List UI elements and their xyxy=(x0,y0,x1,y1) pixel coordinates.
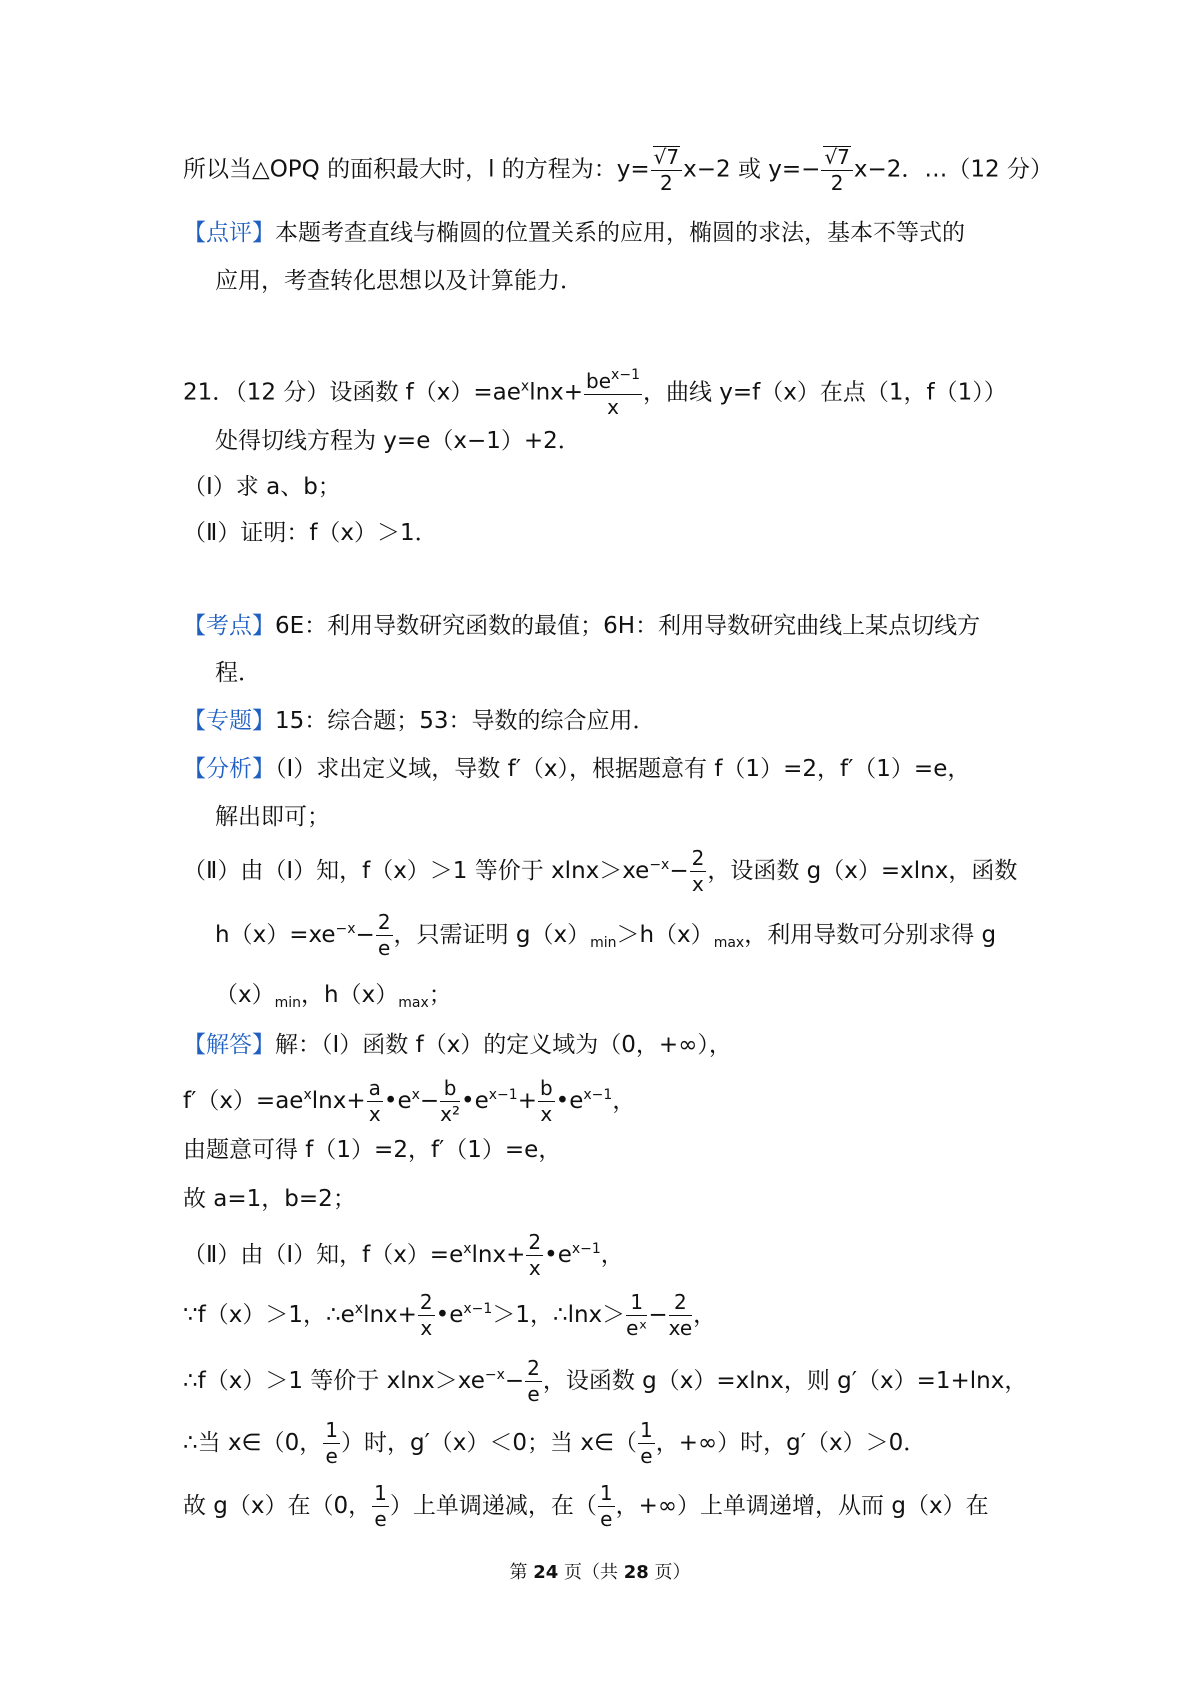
text: ； xyxy=(428,982,452,1008)
kaodian-text: 6E：利用导数研究函数的最值；6H：利用导数研究曲线上某点切线方 xyxy=(275,613,981,639)
text: 21．（12 分）设函数 f（x）=ae xyxy=(183,379,521,406)
text: ， xyxy=(612,1088,636,1114)
denominator: x xyxy=(540,1102,553,1126)
denominator: 2 xyxy=(830,171,844,195)
fenxi-h-line xyxy=(215,912,996,959)
question-part-2: （Ⅱ）证明：f（x）＞1． xyxy=(183,520,438,546)
jieda-section xyxy=(183,1034,732,1057)
numerator: √7 xyxy=(824,145,850,169)
text: •e xyxy=(461,1088,489,1114)
text: ＞h（x） xyxy=(616,922,714,948)
text: ＞1，∴lnx＞ xyxy=(492,1302,626,1328)
superscript: x xyxy=(303,1087,312,1103)
numerator: 2 xyxy=(691,846,705,870)
jieda-tag: 【解答】 xyxy=(183,1032,275,1058)
inequality-line xyxy=(183,1292,716,1339)
numerator: b xyxy=(440,1078,460,1102)
review-section xyxy=(183,222,965,245)
text: h（x）=xe xyxy=(215,922,336,948)
fraction xyxy=(821,146,852,194)
text: f′（x）=ae xyxy=(183,1088,304,1114)
derivative-line xyxy=(183,1078,635,1125)
numerator: √7 xyxy=(653,145,680,169)
denominator: x xyxy=(420,1316,433,1340)
fraction xyxy=(418,1292,435,1339)
subscript: max xyxy=(398,995,429,1011)
fraction xyxy=(525,1358,542,1405)
footer-text: 第 xyxy=(509,1562,534,1583)
text: − xyxy=(355,922,375,948)
text: •e xyxy=(544,1242,572,1268)
denominator: x xyxy=(607,395,619,419)
subscript: min xyxy=(590,935,617,951)
text: ，+∞）上单调递增，从而 g（x）在 xyxy=(615,1493,989,1519)
superscript: x xyxy=(411,1087,420,1103)
text: ）上单调递减，在（ xyxy=(389,1493,597,1519)
denominator: e xyxy=(374,1507,387,1531)
fraction xyxy=(669,1292,693,1339)
numerator: 1 xyxy=(626,1292,647,1316)
text: •e xyxy=(435,1302,464,1328)
superscript: x−1 xyxy=(583,1087,613,1103)
text: ，设函数 g（x）=xlnx，则 g′（x）=1+lnx， xyxy=(542,1368,1028,1394)
fraction xyxy=(638,1420,655,1467)
monotonicity-line xyxy=(183,1483,989,1530)
text: lnx+ xyxy=(529,379,584,406)
superscript: x xyxy=(520,378,530,395)
superscript: x xyxy=(463,1241,472,1257)
numerator: 2 xyxy=(377,910,391,934)
superscript: x−1 xyxy=(571,1241,601,1257)
numerator: 2 xyxy=(669,1292,693,1316)
denominator: e xyxy=(600,1507,613,1531)
numerator: 1 xyxy=(599,1481,613,1505)
fraction xyxy=(626,1292,647,1339)
numerator: 2 xyxy=(419,1290,433,1314)
fenxi-minmax-line xyxy=(215,984,452,1010)
fenxi-text: （Ⅰ）求出定义域，导数 f′（x），根据题意有 f（1）=2，f′（1）=e， xyxy=(275,756,971,782)
text: ， xyxy=(693,1302,717,1328)
fraction xyxy=(372,1483,389,1530)
superscript: x xyxy=(354,1301,364,1317)
numerator: a xyxy=(368,1076,381,1100)
text: ， xyxy=(600,1242,624,1268)
sign-analysis-line xyxy=(183,1420,926,1467)
page-footer xyxy=(0,1558,1200,1584)
numerator: 2 xyxy=(528,1230,542,1254)
fenxi-section xyxy=(183,758,970,781)
text: lnx+ xyxy=(471,1242,526,1268)
subscript: min xyxy=(274,995,302,1011)
part2-function-line xyxy=(183,1232,624,1279)
text: （Ⅱ）由（Ⅰ）知，f（x）=e xyxy=(183,1242,464,1268)
numerator: 1 xyxy=(325,1418,338,1442)
numerator: 2 xyxy=(527,1356,540,1380)
solution-conclusion-line xyxy=(183,146,1053,194)
text: ，设函数 g（x）=xlnx，函数 xyxy=(707,858,1018,884)
result-line: 故 a=1，b=2； xyxy=(183,1186,356,1212)
page-total: 28 xyxy=(623,1562,649,1583)
denominator: eˣ xyxy=(626,1316,648,1340)
superscript: −x xyxy=(484,1367,505,1383)
denominator: e xyxy=(640,1444,653,1468)
jieda-text: 解：（Ⅰ）函数 f（x）的定义域为（0，+∞）， xyxy=(275,1032,732,1058)
zhuanti-tag: 【专题】 xyxy=(183,708,275,734)
denominator: x xyxy=(368,1102,381,1126)
zhuanti-section xyxy=(183,710,656,733)
fraction xyxy=(538,1078,555,1125)
fraction xyxy=(440,1078,460,1125)
denominator: 2 xyxy=(660,171,673,195)
fraction xyxy=(598,1483,615,1530)
text: + xyxy=(517,1088,537,1114)
denominator: x xyxy=(692,872,704,896)
denominator: e xyxy=(527,1382,540,1406)
kaodian-text-cont: 程． xyxy=(215,660,261,686)
text: ∴f（x）＞1 等价于 xlnx＞xe xyxy=(183,1368,485,1394)
subscript: max xyxy=(713,935,745,951)
text: ，利用导数可分别求得 g xyxy=(744,922,997,948)
superscript: −x xyxy=(335,921,356,937)
numerator: 1 xyxy=(640,1418,653,1442)
review-text-cont: 应用，考查转化思想以及计算能力． xyxy=(215,268,583,294)
denominator: x xyxy=(528,1256,541,1280)
text: x−2．…（12 分） xyxy=(853,156,1053,183)
fraction xyxy=(690,848,707,895)
numerator: b xyxy=(539,1076,553,1100)
denominator: e xyxy=(378,936,391,960)
text: − xyxy=(419,1088,440,1114)
condition-line: 由题意可得 f（1）=2，f′（1）=e， xyxy=(183,1137,562,1163)
text: （Ⅱ）由（Ⅰ）知，f（x）＞1 等价于 xlnx＞xe xyxy=(183,858,650,884)
text: − xyxy=(648,1302,668,1328)
text: − xyxy=(504,1368,525,1394)
text: 故 g（x）在（0， xyxy=(183,1493,372,1519)
review-tag: 【点评】 xyxy=(183,220,275,246)
denominator: e xyxy=(325,1444,338,1468)
fraction xyxy=(584,368,642,418)
text: ，+∞）时，g′（x）＞0． xyxy=(655,1430,927,1456)
superscript: x−1 xyxy=(488,1087,518,1103)
text: ，h（x） xyxy=(301,982,399,1008)
fraction xyxy=(367,1078,383,1125)
question-21 xyxy=(183,368,1007,418)
text: ，曲线 y=f（x）在点（1，f（1）） xyxy=(642,379,1007,406)
question-part-1: （Ⅰ）求 a、b； xyxy=(183,474,341,500)
footer-text: 页（共 xyxy=(558,1562,624,1583)
page-number: 24 xyxy=(533,1562,559,1583)
text: x−2 或 y=− xyxy=(683,156,821,183)
text: ∴当 x∈（0， xyxy=(183,1430,323,1456)
zhuanti-text: 15：综合题；53：导数的综合应用． xyxy=(275,708,656,734)
text: lnx+ xyxy=(311,1088,366,1114)
review-text: 本题考查直线与椭圆的位置关系的应用，椭圆的求法，基本不等式的 xyxy=(275,220,965,246)
equivalence-line xyxy=(183,1358,1027,1405)
text: （x） xyxy=(215,982,275,1008)
text: lnx+ xyxy=(363,1302,417,1328)
denominator: x² xyxy=(440,1102,461,1126)
superscript: x−1 xyxy=(463,1301,493,1317)
text: − xyxy=(669,858,689,884)
fraction xyxy=(376,912,393,959)
numerator: be xyxy=(586,369,612,393)
kaodian-section xyxy=(183,615,980,638)
text: •e xyxy=(555,1088,584,1114)
kaodian-tag: 【考点】 xyxy=(183,613,275,639)
fenxi-tag: 【分析】 xyxy=(183,756,275,782)
fraction xyxy=(323,1420,340,1467)
footer-text: 页） xyxy=(648,1562,691,1583)
fenxi-part-2 xyxy=(183,848,1017,895)
denominator: xe xyxy=(668,1316,693,1340)
text: •e xyxy=(383,1088,412,1114)
superscript: −x xyxy=(649,857,670,873)
text: ）时，g′（x）＜0；当 x∈（ xyxy=(340,1430,637,1456)
superscript: x−1 xyxy=(611,367,640,383)
numerator: 1 xyxy=(374,1481,387,1505)
text: 所以当△OPQ 的面积最大时，l 的方程为：y= xyxy=(183,156,650,183)
fraction xyxy=(651,146,682,194)
fenxi-text-cont: 解出即可； xyxy=(215,804,330,830)
text: ，只需证明 g（x） xyxy=(393,922,591,948)
text: ∵f（x）＞1，∴e xyxy=(183,1302,355,1328)
fraction xyxy=(526,1232,543,1279)
question-21-cont: 处得切线方程为 y=e（x−1）+2． xyxy=(215,428,581,454)
